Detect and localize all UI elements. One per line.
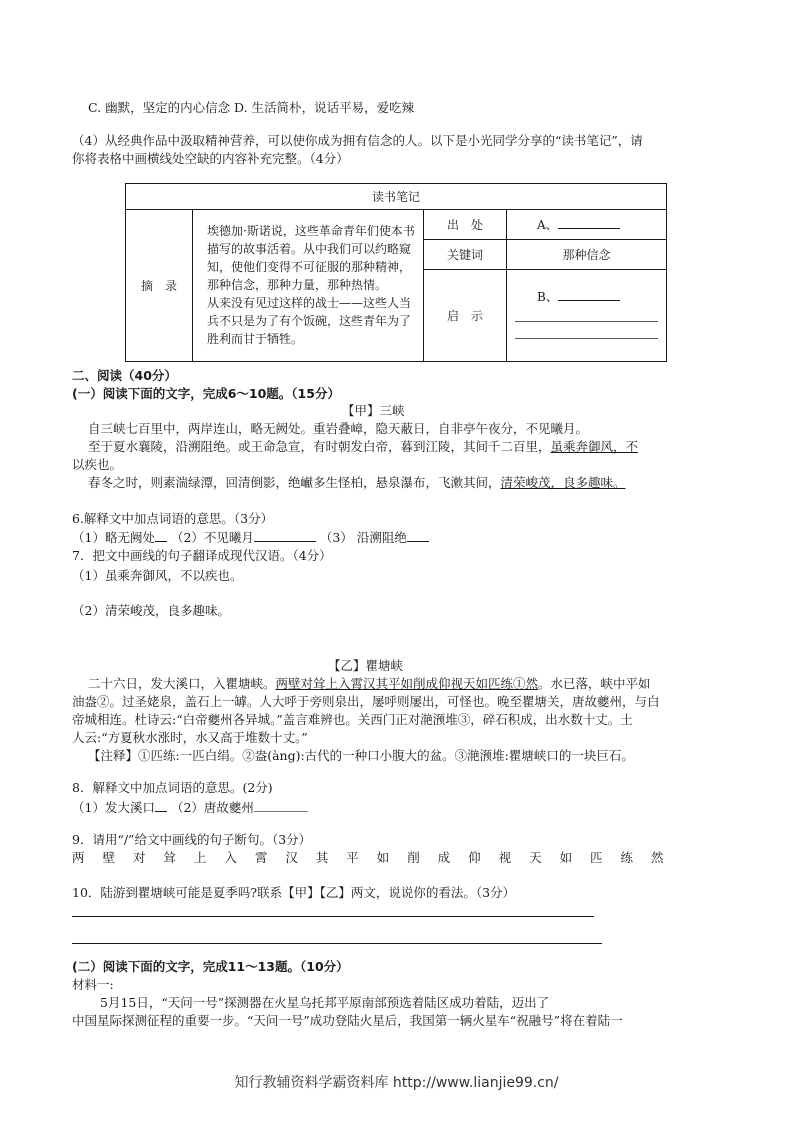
question-7: 7．把文中画线的句子翻译成现代汉语。（4分） — [72, 548, 332, 563]
question-9: 9．请用“/”给文中画线的句子断句。（3分） — [72, 832, 312, 847]
passage-b-p1-tail: 。水已落，峡中平如 — [538, 676, 651, 691]
question-6-items — [72, 529, 429, 546]
passage-a-p3-text: 春冬之时，则素湍绿潭，回清倒影，绝𪩘多生怪柏，悬泉瀑布，飞漱其间， — [88, 475, 501, 490]
question-4-text-cont: 你将表格中画横线处空缺的内容补充完整。（4分） — [72, 151, 349, 166]
excerpt-paragraph-1: 埃德加·斯诺说，这些革命青年们使本书描写的故事活着。从中我们可以约略窥知，使他们变得不可征服的那种精神，那种信念，那种力量，那种热情。 — [207, 223, 415, 292]
question-4-text: （4）从经典作品中汲取精神营养，可以使你成为拥有信念的人。以下是小光同学分享的“读书笔记”，请 — [72, 133, 643, 148]
subsection-1-heading: (一）阅读下面的文字，完成6～10题。（15分） — [72, 386, 340, 401]
question-10: 10．陆游到瞿塘峡可能是夏季吗?联系【甲】【乙】两文，说说你的看法。（3分） — [72, 885, 516, 900]
question-7-item-2: （2）清荣峻茂，良多趣味。 — [72, 603, 230, 618]
question-8-items — [72, 799, 308, 816]
question-9-sentence[interactable]: 两 壁 对 耸 上 入 霄 汉 其 平 如 削 成 仰 视 天 如 匹 练 然 — [72, 850, 671, 865]
passage-a-p3-underlined: 清荣峻茂，良多趣味。 — [500, 475, 626, 490]
q6-blank-1[interactable] — [155, 529, 167, 542]
table-title: 读书笔记 — [126, 184, 667, 210]
source-label: 出 处 — [424, 210, 507, 240]
passage-b-line-2: 油盎②。过圣姥泉，盖石上一罅。人大呼于旁则泉出，屡呼则屡出，可怪也。晚至瞿塘关，唐故夔州，与白 — [72, 694, 660, 709]
q10-answer-line-1[interactable] — [72, 916, 594, 917]
passage-a-p3 — [88, 475, 626, 491]
material-1-label: 材料一: — [72, 977, 114, 992]
q6-item-3: （3） 沿溯阻绝 — [319, 530, 407, 545]
q10-answer-line-2[interactable] — [72, 943, 602, 944]
excerpt-cell — [193, 210, 424, 362]
q6-item-2: （2）不见曦月 — [170, 530, 254, 545]
question-8: 8．解释文中加点词语的意思。(2分) — [72, 780, 273, 795]
source-cell — [507, 210, 667, 240]
passage-a-p2-cont: 以疾也。 — [72, 457, 123, 472]
insight-blank-2[interactable] — [515, 305, 658, 322]
keyword-label: 关键词 — [424, 240, 507, 270]
excerpt-label: 摘 录 — [126, 210, 193, 362]
insight-blank-3[interactable] — [515, 322, 658, 339]
material-1-p1: 5月15日，“天问一号”探测器在火星乌托邦平原南部预选着陆区成功着陆，迈出了 — [100, 995, 550, 1010]
passage-b-p1-text: 二十六日，发大溪口，入瞿塘峡。 — [88, 676, 276, 691]
q8-item-1: （1）发大溪口 — [72, 800, 155, 815]
passage-a-p2-text: 至于夏水襄陵，沿溯阻绝。或王命急宣，有时朝发白帝，暮到江陵，其间千二百里， — [88, 439, 551, 454]
question-6: 6.解释文中加点词语的意思。（3分） — [72, 511, 274, 526]
q6-blank-2[interactable] — [254, 529, 316, 542]
passage-b-notes: 【注释】①匹练:一匹白绢。②盎(àng):古代的一种口小腹大的盆。③滟滪堆:瞿塘峡口的一块巨石。 — [88, 748, 634, 763]
insight-blank-1[interactable] — [558, 288, 620, 301]
subsection-2-heading: (二）阅读下面的文字，完成11～13题。（10分） — [72, 959, 349, 974]
passage-b-line-4: 人云:“方夏秋水涨时，水又高于堆数十丈。” — [72, 730, 308, 745]
question-7-item-1: （1）虽乘奔御风，不以疾也。 — [72, 568, 243, 583]
material-1-p1-cont: 中国星际探测征程的重要一步。“天问一号”成功登陆火星后，我国第一辆火星车“祝融号”将在着陆一 — [72, 1013, 623, 1028]
q8-blank-1[interactable] — [155, 799, 167, 812]
keyword-value: 那种信念 — [507, 240, 667, 270]
section-2-heading: 二、阅读（40分） — [72, 368, 177, 383]
insight-cell — [507, 270, 667, 362]
source-blank[interactable] — [558, 216, 620, 229]
insight-value: B、 — [537, 290, 558, 304]
q8-item-2: （2）唐故夔州 — [170, 800, 254, 815]
passage-a-p2-underlined: 虽乘奔御风，不 — [550, 439, 639, 454]
passage-b-title: 【乙】瞿塘峡 — [328, 658, 404, 673]
reading-notes-table — [125, 183, 667, 362]
option-line-cd: C. 幽默，坚定的内心信念 D. 生活简朴，说话平易，爱吃辣 — [88, 100, 415, 115]
excerpt-paragraph-2: 从来没有见过这样的战士——这些人当兵不只是为了有个饭碗，这些青年为了胜利而甘于牺牲。 — [207, 295, 412, 346]
footer-watermark: 知行教辅资料学霸资料库 http://www.lianjie99.cn/ — [234, 1075, 559, 1091]
q6-item-1: （1）略无阙处 — [72, 530, 155, 545]
q8-blank-2[interactable] — [254, 799, 308, 812]
passage-a-title: 【甲】三峡 — [342, 403, 405, 418]
passage-a-p2 — [88, 439, 638, 455]
passage-b-p1 — [88, 676, 651, 692]
source-value: A、 — [537, 218, 558, 232]
insight-label: 启 示 — [424, 270, 507, 362]
passage-a-p1: 自三峡七百里中，两岸连山，略无阙处。重岩叠嶂，隐天蔽日，自非亭午夜分，不见曦月。 — [88, 421, 589, 436]
passage-b-line-3: 帝城相连。杜诗云:“白帝夔州各异城。”盖言难辨也。关西门正对滟滪堆③，碎石积成，出水数十丈。土 — [72, 712, 633, 727]
q6-blank-3[interactable] — [407, 529, 429, 542]
passage-b-p1-underlined: 两壁对耸上入霄汉其平如削成仰视天如匹练①然 — [275, 676, 539, 691]
